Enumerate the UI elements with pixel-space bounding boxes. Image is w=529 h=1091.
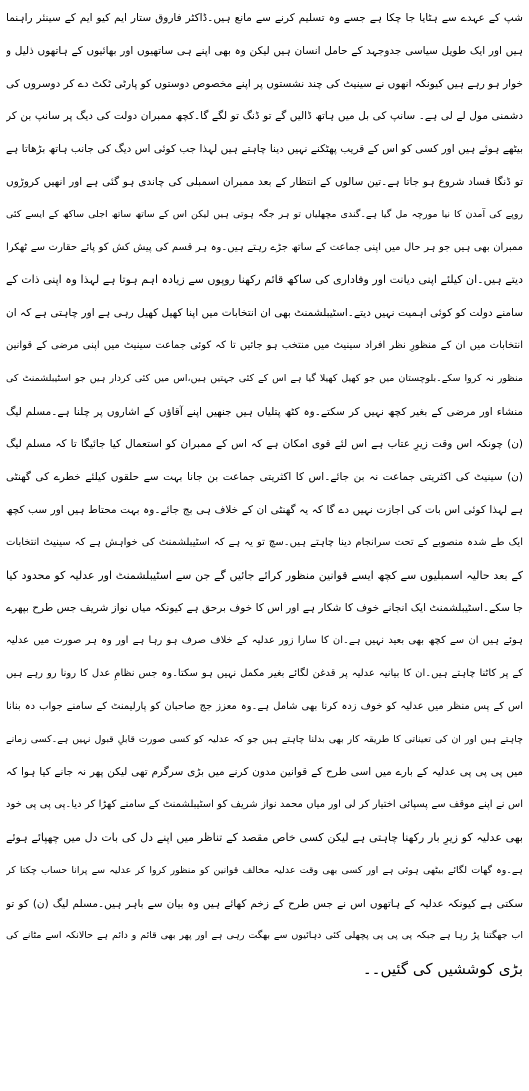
text-line: دیتے ہیں۔ان کیلئے اپنی دیانت اور وفاداری کی ساکھ قائم رکھنا روپوں سے زیادہ اہم ہوتا ہے لہذا وہ اپنی ذات کے (6, 273, 523, 287)
text-line: ہے۔وہ گھات لگائے بیٹھی ہوئی ہے اور کسی بھی وقت عدلیہ مخالف قوانین کو منظور کروا کر عدلیہ سے پرانا حساب چکتا کر (6, 864, 523, 876)
text-line: خوار ہو رہے ہیں کیونکہ انھوں نے سینیٹ کی چند نشستوں پر اپنے مخصوص دوستوں کو پارٹی ٹکٹ دے کر دوسروں کی (6, 77, 523, 90)
text-line: روپے کی آمدن کا نیا مورچہ مل گیا ہے۔گندی مچھلیاں تو ہر جگہ ہوتی ہیں لیکن اس کے ساتھ ساتھ اجلی ساکھ کے ایسے کئی (6, 208, 523, 220)
text-line: ہیں اور ایک طویل سیاسی جدوجہد کے حامل انسان ہیں لیکن وہ بھی اپنے ہی ساتھیوں اور بھائیوں کے ہاتھوں ذلیل و (6, 44, 523, 57)
text-line: ایک طے شدہ منصوبے کے تحت سرانجام دینا چاہتے ہیں۔سچ تو یہ ہے کہ اسٹیبلشمنٹ کی خواہش ہے کہ سینیٹ انتخابات (6, 536, 523, 548)
text-line: ہوئے ہیں ان سے کچھ بھی بعید نہیں ہے۔ان کا سارا زور عدلیہ کے خلاف صرف ہو رہا ہے اور وہ ہر صورت میں عدلیہ (6, 635, 523, 647)
text-line: (ن) چونکہ اس وقت زیرِ عتاب ہے اس لئے قوی امکان ہے کہ اس کے ممبران کو استعمال کیا جائیگا تا کہ مسلم لیگ (6, 438, 523, 451)
text-line: بیٹھے ہوئے ہیں اور کسی کو اس کے قریب پھٹکنے نہیں دینا چاہتے ہیں لہذا جب کوئی اس دیگ کی جانب ہاتھ بڑھاتا ہے (6, 143, 523, 156)
text-line: جا سکے۔اسٹیبلشمنٹ ایک انجانے خوف کا شکار ہے اور اس کا خوف برحق ہے کیونکہ میاں نواز شریف جس طرح بپھرے (6, 602, 523, 615)
text-line-last: بڑی کوششیں کی گئیں۔۔ (362, 960, 523, 979)
text-line: میں پی پی پی عدلیہ کے بارے میں اسی طرح کے قوانین مدون کرنے میں بڑی سرگرم تھی لیکن پھر نہ جانے کیا ہوا کہ (6, 766, 523, 779)
text-line: (ن) سینیٹ کی اکثریتی جماعت نہ بن جائے۔اس کا اکثریتی جماعت بن جانا بہت سے حلقوں کیلئے خطرے کی گھنٹی (6, 471, 523, 484)
text-line: کے بعد حالیہ اسمبلیوں سے کچھ ایسے قوانین منظور کرائے جائیں گے جن سے اسٹیبلشمنٹ اور عدلیہ کو محدود کیا (6, 568, 523, 582)
text-line: منشاء اور مرضی کے بغیر کچھ نہیں کر سکتے۔وہ کٹھ پتلیاں ہیں جنھیں اپنے آقاؤں کے اشاروں پر چلنا ہے۔مسلم لیگ (6, 405, 523, 418)
text-line: منظور نہ کروا سکے۔بلوچستان میں جو کھیل کھیلا گیا ہے اس کے کئی جہتیں ہیں،اس میں کئی کردار ہیں جو اسٹیبلشمنٹ کی (6, 372, 523, 384)
text-line: اس کے پس منظر میں عدلیہ کو خوف زدہ کرنا بھی شامل ہے۔وہ معزز جج صاحبان کو پارلیمنٹ کے سامنے جواب دہ بنانا (6, 700, 523, 712)
text-line: سامنے دولت کو کوئی اہمیت نہیں دیتے۔اسٹیبلشمنٹ بھی ان انتخابات میں اپنا کھیل کھیل رہی ہے اور چاہتی ہے کہ ان (6, 307, 523, 320)
text-line: بھی عدلیہ کو زیرِ بار رکھنا چاہتی ہے لیکن کسی خاص مقصد کے تناظر میں اپنے دل کی بات دل میں چھپائے ہوئے (6, 830, 523, 844)
text-line: شپ کے عہدے سے ہٹایا جا چکا ہے جسے وہ تسلیم کرنے سے مانع ہیں۔ڈاکٹر فاروق ستار ایم کیو ایم کے سینئر راہنما (6, 12, 523, 24)
text-line: اس نے اپنے موقف سے پسپائی اختیار کر لی اور میاں محمد نواز شریف کو اسٹیبلشمنٹ کے سامنے کھڑا کر دیا۔پی پی پی خود (6, 799, 523, 811)
text-line: تو ڈنگا فساد شروع ہو جاتا ہے۔تین سالوں کے انتظار کے بعد ممبران اسمبلی کی چاندی ہو گئی ہے اور انھیں کروڑوں (6, 175, 523, 188)
text-line: چاہتے ہیں اور ان کی تعیناتی کا طریقہ کار بھی بدلنا چاہتے ہیں جو کہ عدلیہ کو کسی صورت قابلِ قبول نہیں ہے۔کسی زمانے (6, 733, 523, 745)
text-line: ہے لہذا کوئی اس بات کی اجازت نہیں دے گا کہ یہ گھنٹی ان کے خلاف ہی بج جائے۔وہ بہت محتاط ہیں اور سب کچھ (6, 503, 523, 516)
text-line: ممبران بھی ہیں جو ہر حال میں اپنی جماعت کے ساتھ جڑے رہتے ہیں۔وہ ہر قسم کی پیش کش کو پائے حقارت سے ٹھکرا (6, 241, 523, 253)
text-line: اب جھگتنا پڑ رہا ہے جبکہ پی پی پی پچھلی کئی دہائیوں سے بھگت رہی ہے اور پھر بھی قائم و دائم ہے حالانکہ اسے مٹانے کی (6, 930, 523, 942)
text-line: کے پر کاٹنا چاہتے ہیں۔ان کا بیانیہ عدلیہ پر قدغن لگائے بغیر مکمل نہیں ہو سکتا۔وہ جس نظامِ عدل کا رونا رو رہے ہیں (6, 667, 523, 679)
text-line: دشمنی مول لے لی ہے۔ سانپ کی بل میں ہاتھ ڈالیں گے تو ڈنگ تو لگے گا۔کچھ ممبران دولت کی دیگ پر سانپ بن کر (6, 110, 523, 123)
text-line: انتخابات میں ان کے منظورِ نظر افراد سینیٹ میں منتخب ہو جائیں تا کہ کوئی جماعت سینیٹ میں اپنی مرضی کے قوانین (6, 339, 523, 351)
text-line: سکتی ہے کیونکہ عدلیہ کے ہاتھوں اس نے جس طرح کے زخم کھائے ہیں وہ بیان سے باہر ہیں۔مسلم لیگ (ن) کو تو (6, 897, 523, 910)
